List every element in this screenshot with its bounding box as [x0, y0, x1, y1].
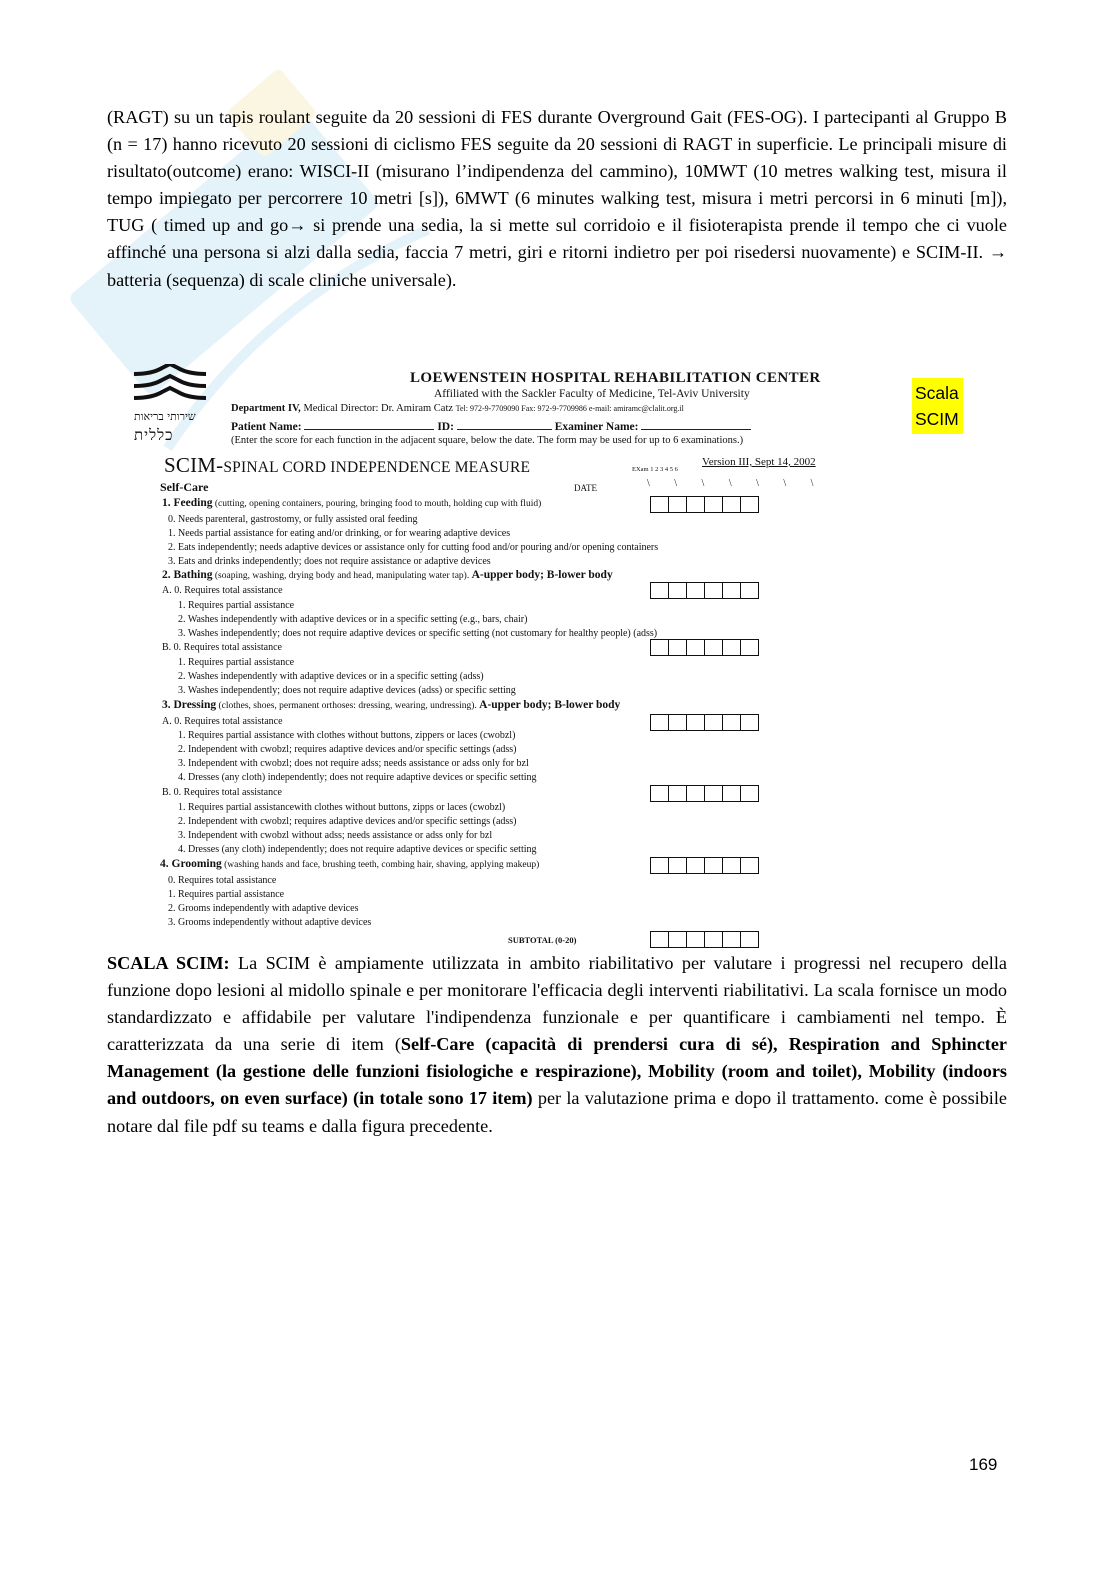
list-item: 3. Eats and drinks independently; does not require assistance or adaptive devices: [168, 556, 491, 567]
id-label: ID:: [437, 421, 454, 433]
hebrew-org-name: שירותי בריאות: [134, 410, 196, 423]
clalit-logo-icon: [132, 364, 208, 414]
intro-text-1: (RAGT) su un tapis roulant seguite da 20 sessioni di FES durante Overground Gait (FES-OG). I partecipanti al Gruppo B (n = 17) hanno ricevuto 20 sessioni di ciclismo FES seguite da 20 sessioni di RAGT in superficie. Le principali misure di risultato(outcome) erano: WISCI-II (misurano l’indipendenza del cammino), 10MWT (10 metres walking test, misura il tempo impiegato per percorrere 10 metri [s]), 6MWT (6 minutes walking test, misura i metri percorsi in 6 minuti [m]), TUG ( timed up and go: [107, 107, 1007, 236]
list-item: 3. Washes independently; does not require adaptive devices or specific setting (not customary for healthy people) (adss): [178, 628, 658, 639]
summary-text-1: La SCIM è ampiamente utilizzata in ambito riabilitativo per valutare i progressi nel recupero della funzione dopo lesioni al midollo spinale e per monitorare l'efficacia degli interventi riabilitativi. La scala fornisce un modo standardizzato e affidabile per valutare l'indipendenza funzionale e per quantificare i cambiamenti nel tempo. È caratterizzata da una serie di item (: [107, 953, 1007, 1055]
scala-scim-highlight: [912, 378, 963, 434]
list-item: 3. Independent with cwobzl without adss; needs assistance or adss only for bzl: [178, 830, 493, 841]
arrow-icon: →: [288, 215, 307, 236]
list-item: A. 0. Requires total assistance: [162, 716, 283, 727]
list-item: 2. Washes independently with adaptive devices or in a specific setting (e.g., bars, chair): [178, 614, 528, 625]
list-item: B. 0. Requires total assistance: [162, 787, 282, 798]
affiliation: Affiliated with the Sackler Faculty of Medicine, Tel-Aviv University: [434, 388, 750, 400]
list-item: 3. Grooms independently without adaptive devices: [168, 917, 372, 928]
grooming-heading: 4. Grooming (washing hands and face, brushing teeth, combing hair, shaving, applying makeup): [160, 858, 540, 870]
director: Medical Director: Dr. Amiram Catz: [300, 403, 456, 414]
score-boxes-bathing-b: [650, 639, 759, 656]
department: Department IV,: [231, 403, 301, 414]
score-boxes-subtotal: [650, 931, 759, 948]
version-label: Version III, Sept 14, 2002: [702, 456, 816, 468]
summary-paragraph: [107, 950, 1007, 1140]
intro-text-2: si prende una sedia, la si mette sul corridoio e il fisioterapista prende il tempo che ci vuole affinché una persona si alzi dalla sedia, faccia 7 metri, giri e ritorni indietro per poi risedersi nuovamente) e SCIM-II.: [107, 215, 1007, 263]
scala-label: Scala: [915, 383, 959, 403]
summary-item-list: Self-Care (capacità di prendersi cura di sé), Respiration and Sphincter Management (la gestione delle funzioni fisiologiche e respirazione), Mobility (room and toilet), Mobility (indoors and outdoors, on even surface) (in totale sono 17 item): [107, 1034, 1007, 1109]
list-item: 1. Requires partial assistancewith clothes without buttons, zipps or laces (cwobzl): [178, 802, 506, 813]
date-slashes: \ \ \ \ \ \ \: [647, 478, 825, 489]
list-item: 3. Independent with cwobzl; does not require adss; needs assistance or adss only for bzl: [178, 758, 529, 769]
list-item: 1. Needs partial assistance for eating and/or drinking, or for wearing adaptive devices: [168, 528, 511, 539]
list-item: 1. Requires partial assistance: [178, 600, 295, 611]
list-item: B. 0. Requires total assistance: [162, 642, 282, 653]
score-boxes-grooming: [650, 857, 759, 874]
score-boxes-feeding: [650, 496, 759, 513]
list-item: 2. Washes independently with adaptive devices or in a specific setting (adss): [178, 671, 484, 682]
score-boxes-bathing-a: [650, 582, 759, 599]
hospital-name: LOEWENSTEIN HOSPITAL REHABILITATION CENTER: [410, 370, 821, 386]
department-line: [231, 403, 684, 414]
instructions-note: (Enter the score for each function in the adjacent square, below the date. The form may be used for up to 6 examinations.): [231, 435, 744, 446]
form-title-sub: SPINAL CORD INDEPENDENCE MEASURE: [223, 459, 531, 476]
bathing-heading: 2. Bathing (soaping, washing, drying body and head, manipulating water tap). A-upper body; B-lower body: [162, 569, 613, 581]
list-item: 2. Eats independently; needs adaptive devices or assistance only for cutting food and/or pouring and/or opening containers: [168, 542, 659, 553]
arrow-icon: →: [988, 242, 1007, 263]
contacts: Tel: 972-9-7709090 Fax: 972-9-7709986 e-mail: amiramc@clalit.org.il: [455, 404, 684, 413]
section-title: Self-Care: [160, 480, 209, 494]
list-item: 4. Dresses (any cloth) independently; does not require adaptive devices or specific setting: [178, 772, 537, 783]
list-item: 1. Requires partial assistance with clothes without buttons, zippers or laces (cwobzl): [178, 730, 516, 741]
form-title-main: SCIM-: [164, 453, 224, 477]
examiner-name-label: Examiner Name:: [554, 421, 639, 433]
intro-paragraph: [107, 104, 1007, 294]
hebrew-org-name-2: כללית: [134, 426, 174, 444]
patient-name-label: Patient Name:: [231, 421, 302, 433]
scim-label: SCIM: [915, 409, 959, 429]
page-number: 169: [969, 1455, 998, 1474]
dressing-heading: 3. Dressing (clothes, shoes, permanent orthoses: dressing, wearing, undressing). A-upper body; B-lower body: [162, 699, 621, 711]
list-item: 0. Requires total assistance: [168, 875, 277, 886]
score-boxes-dressing-b: [650, 785, 759, 802]
summary-text-2: per la valutazione prima e dopo il trattamento. come è possibile notare dal file pdf su teams e dalla figura precedente.: [107, 1088, 1007, 1136]
list-item: 2. Independent with cwobzl; requires adaptive devices and/or specific settings (adss): [178, 816, 517, 827]
exam-numbers: EXam 1 2 3 4 5 6: [632, 466, 678, 473]
list-item: 2. Independent with cwobzl; requires adaptive devices and/or specific settings (adss): [178, 744, 517, 755]
score-boxes-dressing-a: [650, 714, 759, 731]
list-item: 3. Washes independently; does not require adaptive devices (adss) or specific setting: [178, 685, 516, 696]
list-item: 4. Dresses (any cloth) independently; does not require adaptive devices or specific setting: [178, 844, 537, 855]
list-item: 1. Requires partial assistance: [168, 889, 285, 900]
form-title: [164, 453, 530, 478]
scim-form-image: [132, 360, 892, 950]
date-label: DATE: [574, 483, 597, 493]
list-item: 2. Grooms independently with adaptive devices: [168, 903, 359, 914]
feeding-heading: 1. Feeding (cutting, opening containers, pouring, bringing food to mouth, holding cup with fluid): [162, 497, 542, 509]
intro-text-3: batteria (sequenza) di scale cliniche universale).: [107, 269, 457, 290]
patient-line: [231, 419, 751, 433]
list-item: A. 0. Requires total assistance: [162, 585, 283, 596]
list-item: 1. Requires partial assistance: [178, 657, 295, 668]
subtotal-label: SUBTOTAL (0-20): [508, 935, 577, 945]
summary-heading: SCALA SCIM:: [107, 953, 230, 973]
list-item: 0. Needs parenteral, gastrostomy, or fully assisted oral feeding: [168, 514, 418, 525]
